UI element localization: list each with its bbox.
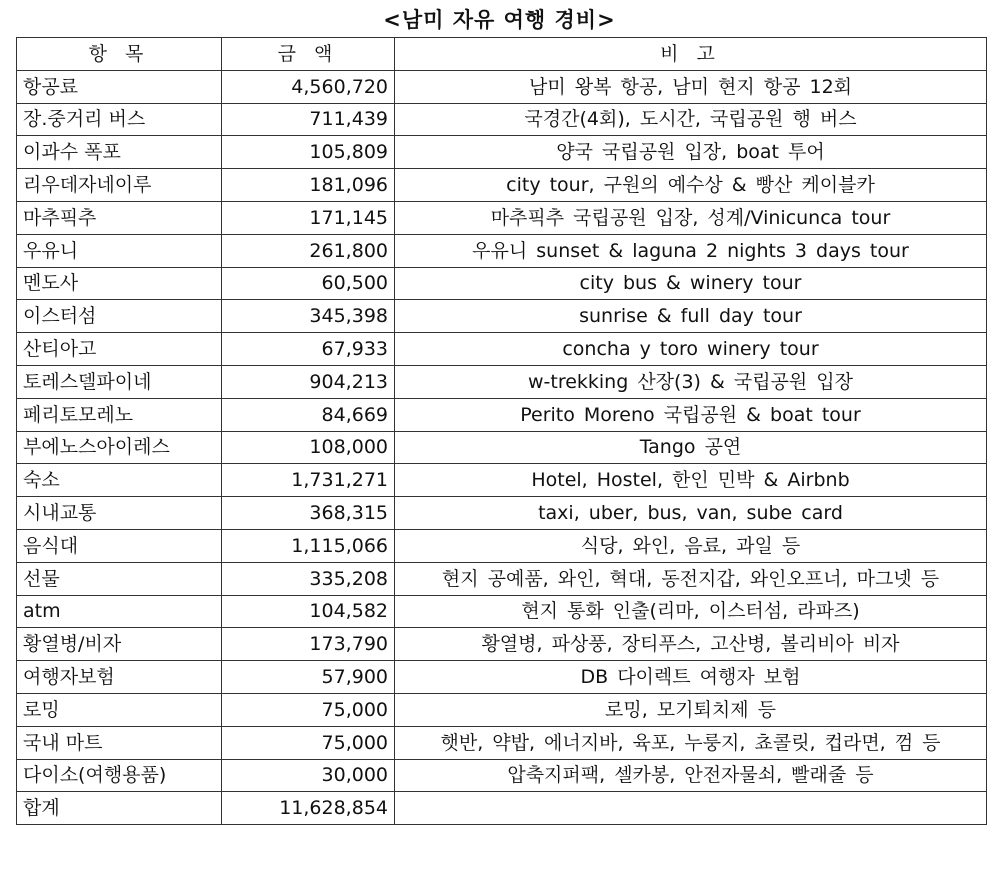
table-row <box>17 759 987 792</box>
header-note: 비 고 <box>395 38 987 71</box>
item-cell: 장.중거리 버스 <box>17 103 222 136</box>
note-cell: 현지 공예품, 와인, 혁대, 동전지갑, 와인오프너, 마그넷 등 <box>395 562 987 595</box>
table-row <box>17 300 987 333</box>
note-cell: 양국 국립공원 입장, boat 투어 <box>395 136 987 169</box>
amount-cell: 4,560,720 <box>222 70 395 103</box>
amount-cell: 171,145 <box>222 201 395 234</box>
item-cell: 우유니 <box>17 234 222 267</box>
note-cell: 남미 왕복 항공, 남미 현지 항공 12회 <box>395 70 987 103</box>
amount-cell: 105,809 <box>222 136 395 169</box>
note-cell: taxi, uber, bus, van, sube card <box>395 497 987 530</box>
table-row <box>17 267 987 300</box>
note-cell: 국경간(4회), 도시간, 국립공원 행 버스 <box>395 103 987 136</box>
item-cell: 여행자보험 <box>17 661 222 694</box>
amount-cell: 60,500 <box>222 267 395 300</box>
amount-cell: 173,790 <box>222 628 395 661</box>
amount-cell: 1,115,066 <box>222 529 395 562</box>
item-cell: 페리토모레노 <box>17 398 222 431</box>
table-row <box>17 464 987 497</box>
table-row <box>17 70 987 103</box>
note-cell: Tango 공연 <box>395 431 987 464</box>
note-cell: 황열병, 파상풍, 장티푸스, 고산병, 볼리비아 비자 <box>395 628 987 661</box>
table-row <box>17 529 987 562</box>
header-item: 항 목 <box>17 38 222 71</box>
item-cell: 선물 <box>17 562 222 595</box>
item-cell: 부에노스아이레스 <box>17 431 222 464</box>
amount-cell: 108,000 <box>222 431 395 464</box>
note-cell: 압축지퍼팩, 셀카봉, 안전자물쇠, 빨래줄 등 <box>395 759 987 792</box>
table-row <box>17 595 987 628</box>
item-cell: 리우데자네이루 <box>17 169 222 202</box>
amount-cell: 335,208 <box>222 562 395 595</box>
table-row <box>17 562 987 595</box>
note-cell: 로밍, 모기퇴치제 등 <box>395 693 987 726</box>
item-cell: 황열병/비자 <box>17 628 222 661</box>
note-cell: city tour, 구원의 예수상 & 빵산 케이블카 <box>395 169 987 202</box>
note-cell: Perito Moreno 국립공원 & boat tour <box>395 398 987 431</box>
table-header-row <box>17 38 987 71</box>
table-row <box>17 103 987 136</box>
amount-cell: 84,669 <box>222 398 395 431</box>
table-row <box>17 201 987 234</box>
item-cell: 항공료 <box>17 70 222 103</box>
expense-table <box>16 37 987 825</box>
amount-cell: 67,933 <box>222 333 395 366</box>
item-cell: 다이소(여행용품) <box>17 759 222 792</box>
amount-cell: 11,628,854 <box>222 792 395 825</box>
amount-cell: 904,213 <box>222 365 395 398</box>
amount-cell: 104,582 <box>222 595 395 628</box>
note-cell: Hotel, Hostel, 한인 민박 & Airbnb <box>395 464 987 497</box>
amount-cell: 711,439 <box>222 103 395 136</box>
header-amount: 금 액 <box>222 38 395 71</box>
table-row <box>17 333 987 366</box>
note-cell: city bus & winery tour <box>395 267 987 300</box>
amount-cell: 75,000 <box>222 726 395 759</box>
note-cell: 현지 통화 인출(리마, 이스터섬, 라파즈) <box>395 595 987 628</box>
item-cell: 시내교통 <box>17 497 222 530</box>
table-row <box>17 726 987 759</box>
table-row <box>17 661 987 694</box>
amount-cell: 261,800 <box>222 234 395 267</box>
item-cell: 이스터섬 <box>17 300 222 333</box>
item-cell: 음식대 <box>17 529 222 562</box>
item-cell: 로밍 <box>17 693 222 726</box>
table-total-row <box>17 792 987 825</box>
amount-cell: 181,096 <box>222 169 395 202</box>
table-row <box>17 365 987 398</box>
item-cell: 합계 <box>17 792 222 825</box>
note-cell: w-trekking 산장(3) & 국립공원 입장 <box>395 365 987 398</box>
item-cell: 토레스델파이네 <box>17 365 222 398</box>
item-cell: 마추픽추 <box>17 201 222 234</box>
table-row <box>17 431 987 464</box>
amount-cell: 75,000 <box>222 693 395 726</box>
item-cell: atm <box>17 595 222 628</box>
item-cell: 국내 마트 <box>17 726 222 759</box>
amount-cell: 345,398 <box>222 300 395 333</box>
table-row <box>17 398 987 431</box>
table-row <box>17 169 987 202</box>
amount-cell: 368,315 <box>222 497 395 530</box>
note-cell: sunrise & full day tour <box>395 300 987 333</box>
item-cell: 숙소 <box>17 464 222 497</box>
item-cell: 멘도사 <box>17 267 222 300</box>
amount-cell: 57,900 <box>222 661 395 694</box>
note-cell: concha y toro winery tour <box>395 333 987 366</box>
note-cell: DB 다이렉트 여행자 보험 <box>395 661 987 694</box>
note-cell: 마추픽추 국립공원 입장, 성계/Vinicunca tour <box>395 201 987 234</box>
table-row <box>17 628 987 661</box>
amount-cell: 1,731,271 <box>222 464 395 497</box>
document-title: <남미 자유 여행 경비> <box>383 8 616 32</box>
table-row <box>17 234 987 267</box>
note-cell: 햇반, 약밥, 에너지바, 육포, 누룽지, 쵸콜릿, 컵라면, 껌 등 <box>395 726 987 759</box>
table-row <box>17 693 987 726</box>
amount-cell: 30,000 <box>222 759 395 792</box>
item-cell: 산티아고 <box>17 333 222 366</box>
note-cell: 우유니 sunset & laguna 2 nights 3 days tour <box>395 234 987 267</box>
table-row <box>17 497 987 530</box>
note-cell: 식당, 와인, 음료, 과일 등 <box>395 529 987 562</box>
table-body <box>17 70 987 824</box>
table-row <box>17 136 987 169</box>
note-cell <box>395 792 987 825</box>
item-cell: 이과수 폭포 <box>17 136 222 169</box>
